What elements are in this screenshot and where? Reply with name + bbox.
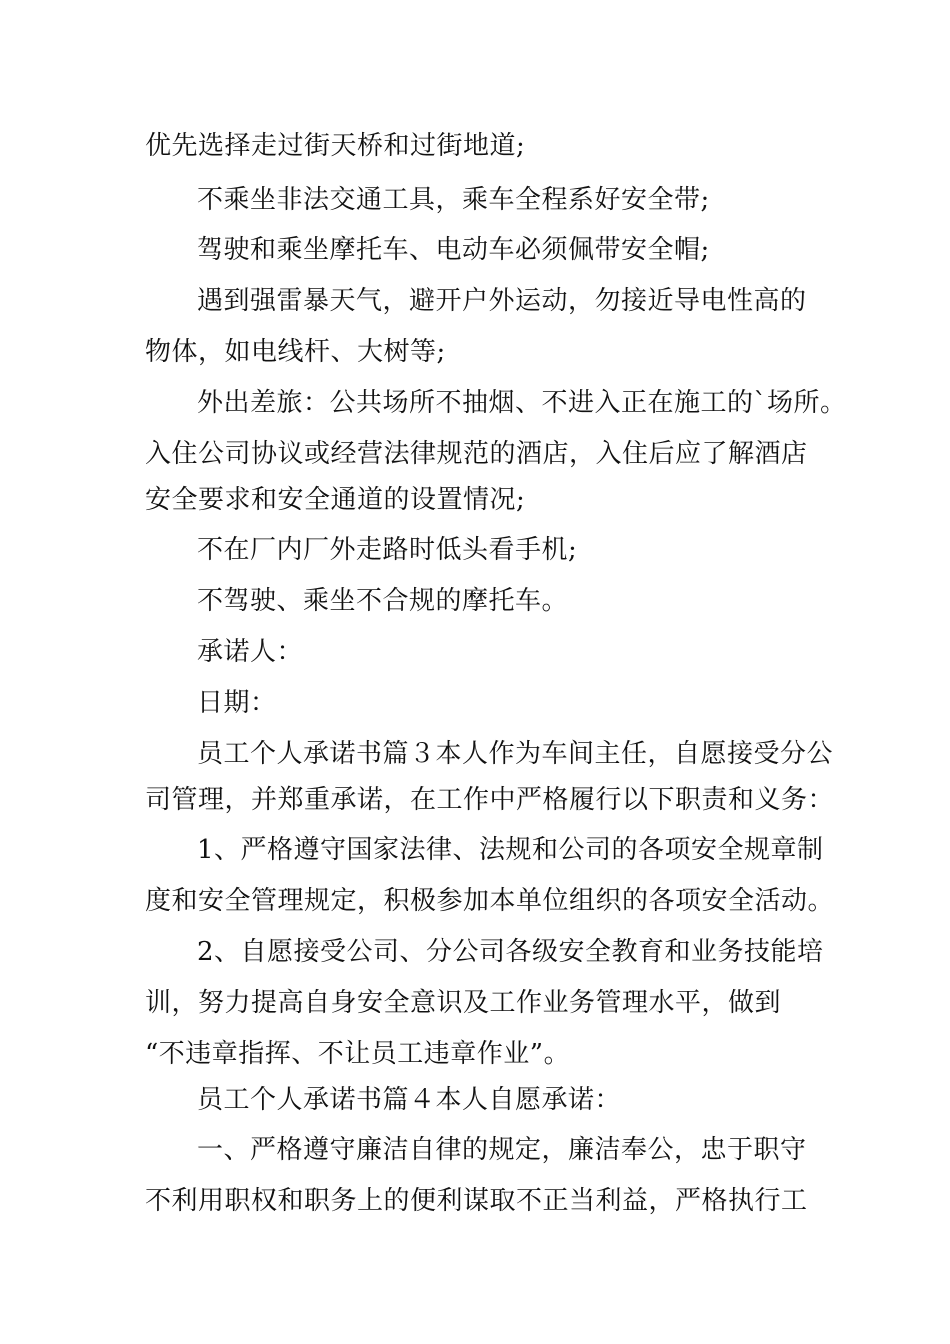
- text-line: 1、严格遵守国家法律、法规和公司的各项安全规章制: [197, 835, 824, 865]
- text-line: 训，努力提高自身安全意识及工作业务管理水平，做到: [145, 988, 782, 1018]
- text-line: 外出差旅：公共场所不抽烟、不进入正在施工的`场所。: [197, 388, 847, 418]
- text-line: 入住公司协议或经营法律规范的酒店，入住后应了解酒店: [145, 439, 808, 469]
- text-line: 优先选择走过街天桥和过街地道;: [145, 131, 526, 161]
- text-line: 不在厂内厂外走路时低头看手机;: [197, 535, 578, 565]
- text-line: 员工个人承诺书篇３本人作为车间主任，自愿接受分公: [197, 739, 834, 769]
- text-line: 安全要求和安全通道的设置情况;: [145, 485, 526, 515]
- text-line: 物体，如电线杆、大树等;: [145, 337, 446, 367]
- text-line: 度和安全管理规定，积极参加本单位组织的各项安全活动。: [145, 886, 835, 916]
- text-line: 员工个人承诺书篇４本人自愿承诺：: [197, 1085, 622, 1115]
- text-line: 司管理，并郑重承诺，在工作中严格履行以下职责和义务：: [145, 785, 835, 815]
- text-line: 驾驶和乘坐摩托车、电动车必须佩带安全帽;: [197, 235, 710, 265]
- text-line: 不利用职权和职务上的便利谋取不正当利益，严格执行工: [145, 1186, 808, 1216]
- text-line: 一、严格遵守廉洁自律的规定，廉洁奉公，忠于职守: [197, 1135, 807, 1165]
- text-line: 日期：: [197, 688, 277, 718]
- text-line: 不乘坐非法交通工具，乘车全程系好安全带;: [197, 185, 710, 215]
- text-line: “不违章指挥、不让员工违章作业”。: [145, 1039, 571, 1069]
- text-line: 遇到强雷暴天气，避开户外运动，勿接近导电性高的: [197, 286, 807, 316]
- text-line: 2、自愿接受公司、分公司各级安全教育和业务技能培: [197, 937, 824, 967]
- text-line: 不驾驶、乘坐不合规的摩托车。: [197, 586, 569, 616]
- text-line: 承诺人：: [197, 637, 304, 667]
